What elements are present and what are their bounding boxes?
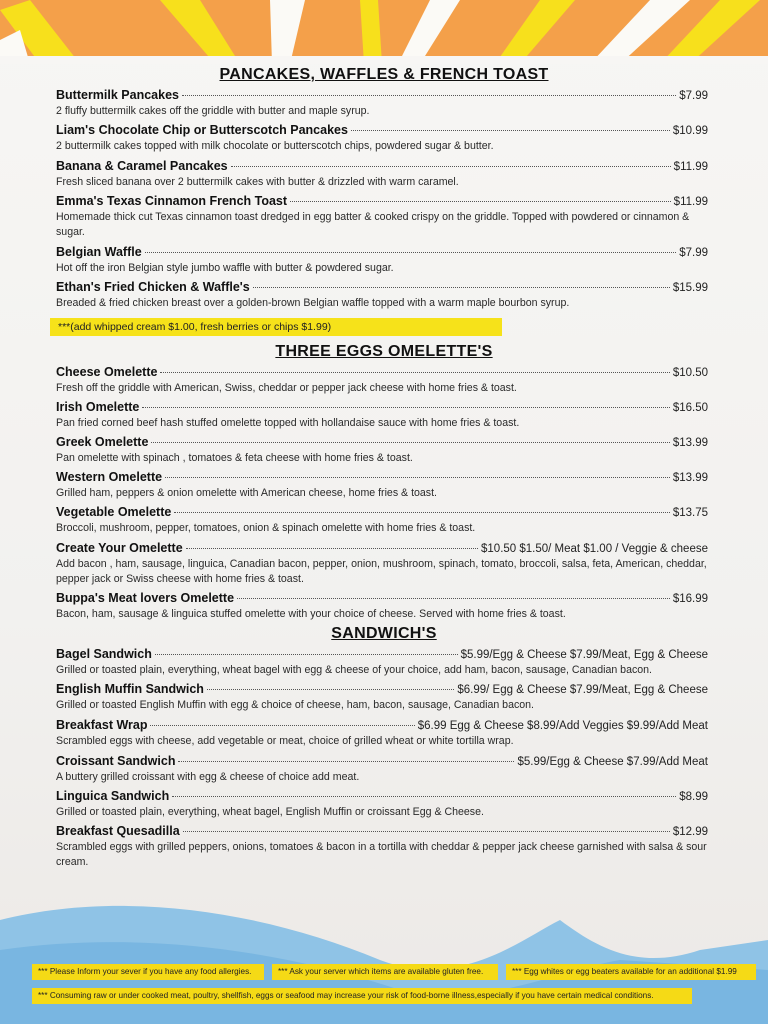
dot-leader — [145, 252, 677, 253]
menu-item — [56, 647, 708, 678]
item-price: $16.99 — [672, 593, 708, 605]
dot-leader — [151, 442, 669, 443]
item-price: $11.99 — [673, 196, 708, 208]
menu-item — [56, 789, 708, 820]
item-description: Breaded & fried chicken breast over a golden-brown Belgian waffle topped with a warm maple bourbon syrup. — [56, 297, 570, 309]
dot-leader — [178, 761, 514, 762]
item-description: Grilled or toasted plain, everything, wheat bagel, English Muffin or croissant Egg & Cheese. — [56, 806, 484, 818]
item-price: $10.50 — [672, 367, 708, 379]
item-name: Buppa's Meat lovers Omelette — [56, 591, 235, 605]
menu-item — [56, 194, 708, 240]
menu-item — [56, 88, 708, 119]
dot-leader — [142, 407, 669, 408]
menu-item — [56, 591, 708, 622]
dot-leader — [172, 796, 676, 797]
item-name: Croissant Sandwich — [56, 754, 176, 768]
dot-leader — [231, 166, 671, 167]
food-safety-note: *** Consuming raw or under cooked meat, poultry, shellfish, eggs or seafood may increase your risk of food-borne illness,especially if you have certain medical conditions. — [32, 988, 692, 1004]
item-description: 2 fluffy buttermilk cakes off the griddle with butter and maple syrup. — [56, 105, 370, 117]
item-price: $6.99 Egg & Cheese $8.99/Add Veggies $9.99/Add Meat — [417, 720, 708, 732]
item-name: Belgian Waffle — [56, 245, 142, 259]
item-price: $15.99 — [672, 282, 708, 294]
item-price: $7.99 — [679, 90, 708, 102]
item-price: $5.99/Egg & Cheese $7.99/Add Meat — [517, 756, 708, 768]
item-description: Fresh sliced banana over 2 buttermilk cakes with butter & drizzled with warm caramel. — [56, 176, 459, 188]
item-description: Add bacon , ham, sausage, linguica, Canadian bacon, pepper, onion, mushroom, spinach, tomato, broccoli, salsa, feta, American, cheddar, pepper jack or Swiss cheese with home fries & toast. — [56, 558, 707, 585]
egg-whites-note: *** Egg whites or egg beaters available for an additional $1.99 — [506, 964, 756, 980]
dot-leader — [160, 372, 669, 373]
item-description: Grilled or toasted plain, everything, wheat bagel with egg & cheese of your choice, add ham, bacon, sausage, Canadian bacon. — [56, 664, 652, 676]
item-price: $12.99 — [672, 826, 708, 838]
item-price: $16.50 — [672, 402, 708, 414]
item-name: Western Omelette — [56, 470, 163, 484]
item-description: Bacon, ham, sausage & linguica stuffed omelette with your choice of cheese. Served with home fries & toast. — [56, 608, 566, 620]
dot-leader — [253, 287, 670, 288]
menu-item — [56, 435, 708, 466]
allergy-note: *** Please Inform your sever if you have any food allergies. — [32, 964, 264, 980]
item-name: Ethan's Fried Chicken & Waffle's — [56, 280, 250, 294]
sunburst-banner — [0, 0, 768, 64]
item-description: Hot off the iron Belgian style jumbo waffle with butter & powdered sugar. — [56, 262, 394, 274]
item-price: $6.99/ Egg & Cheese $7.99/Meat, Egg & Cheese — [457, 684, 708, 696]
item-description: Broccoli, mushroom, pepper, tomatoes, onion & spinach omelette with home fries & toast. — [56, 522, 476, 534]
dot-leader — [207, 689, 454, 690]
item-name: Cheese Omelette — [56, 365, 158, 379]
dot-leader — [165, 477, 670, 478]
menu-item — [56, 718, 708, 749]
menu-item — [56, 365, 708, 396]
item-description: Grilled ham, peppers & onion omelette with American cheese, home fries & toast. — [56, 487, 437, 499]
item-name: Irish Omelette — [56, 400, 140, 414]
dot-leader — [183, 831, 670, 832]
dot-leader — [174, 512, 669, 513]
item-price: $13.99 — [672, 472, 708, 484]
item-name: Breakfast Quesadilla — [56, 824, 180, 838]
item-name: Create Your Omelette — [56, 541, 183, 555]
menu-item — [56, 682, 708, 713]
item-name: Greek Omelette — [56, 435, 149, 449]
item-description: Homemade thick cut Texas cinnamon toast dredged in egg batter & cooked crispy on the griddle. Topped with powdered or cinnamon & sugar. — [56, 211, 690, 238]
item-price: $10.99 — [672, 125, 708, 137]
menu-item — [56, 400, 708, 431]
section-title-pancakes: PANCAKES, WAFFLES & FRENCH TOAST — [219, 66, 549, 83]
item-price: $13.99 — [672, 437, 708, 449]
item-description: Fresh off the griddle with American, Swiss, cheddar or pepper jack cheese with home fries & toast. — [56, 382, 517, 394]
menu-item — [56, 159, 708, 190]
item-name: English Muffin Sandwich — [56, 682, 204, 696]
item-price: $11.99 — [673, 161, 708, 173]
menu-item — [56, 541, 708, 587]
item-name: Vegetable Omelette — [56, 505, 172, 519]
item-price: $10.50 $1.50/ Meat $1.00 / Veggie & cheese — [481, 543, 708, 555]
dot-leader — [182, 95, 676, 96]
item-price: $5.99/Egg & Cheese $7.99/Meat, Egg & Cheese — [460, 649, 708, 661]
section-title-omelettes: THREE EGGS OMELETTE'S — [275, 343, 493, 360]
section-title-sandwiches: SANDWICH'S — [331, 625, 437, 642]
item-name: Linguica Sandwich — [56, 789, 170, 803]
item-description: Scrambled eggs with cheese, add vegetable or meat, choice of grilled wheat or white tortilla wrap. — [56, 735, 514, 747]
item-name: Banana & Caramel Pancakes — [56, 159, 228, 173]
item-price: $7.99 — [679, 247, 708, 259]
menu-item — [56, 824, 708, 870]
item-price: $8.99 — [679, 791, 708, 803]
menu-item — [56, 280, 708, 311]
item-price: $13.75 — [672, 507, 708, 519]
menu-item — [56, 505, 708, 536]
item-name: Liam's Chocolate Chip or Butterscotch Pancakes — [56, 123, 348, 137]
item-description: Pan omelette with spinach , tomatoes & feta cheese with home fries & toast. — [56, 452, 413, 464]
item-description: Scrambled eggs with grilled peppers, onions, tomatoes & bacon in a tortilla with cheddar & pepper jack cheese garnished with salsa & sour cream. — [56, 841, 707, 868]
menu-item — [56, 470, 708, 501]
menu-item — [56, 245, 708, 276]
menu-item — [56, 754, 708, 785]
dot-leader — [237, 598, 670, 599]
menu-item — [56, 123, 708, 154]
item-description: Grilled or toasted English Muffin with egg & choice of cheese, ham, bacon, sausage, Canadian bacon. — [56, 699, 534, 711]
dot-leader — [150, 725, 414, 726]
gluten-free-note: *** Ask your server which items are available gluten free. — [272, 964, 498, 980]
item-name: Breakfast Wrap — [56, 718, 148, 732]
dot-leader — [351, 130, 670, 131]
item-name: Emma's Texas Cinnamon French Toast — [56, 194, 288, 208]
dot-leader — [155, 654, 458, 655]
dot-leader — [186, 548, 478, 549]
item-name: Buttermilk Pancakes — [56, 88, 179, 102]
item-description: Pan fried corned beef hash stuffed omelette topped with hollandaise sauce with home fries & toast. — [56, 417, 520, 429]
addon-highlight: ***(add whipped cream $1.00, fresh berries or chips $1.99) — [50, 318, 502, 336]
item-description: A buttery grilled croissant with egg & cheese of choice add meat. — [56, 771, 360, 783]
dot-leader — [290, 201, 671, 202]
item-description: 2 buttermilk cakes topped with milk chocolate or butterscotch chips, powdered sugar & butter. — [56, 140, 494, 152]
item-name: Bagel Sandwich — [56, 647, 152, 661]
